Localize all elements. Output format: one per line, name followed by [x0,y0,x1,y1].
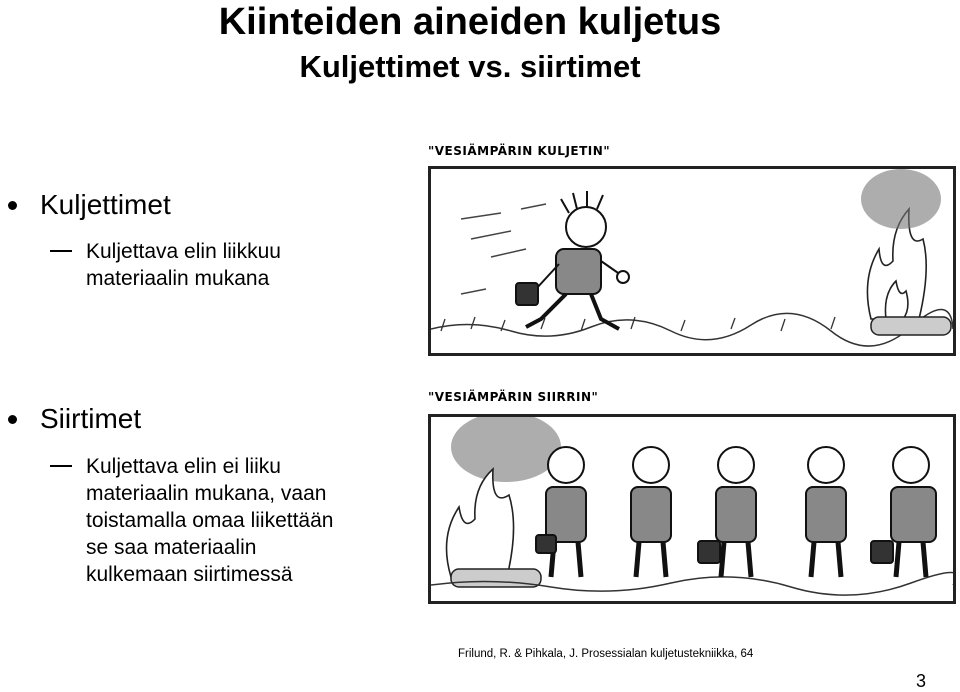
sub-line: toistamalla omaa liikettään [86,509,334,532]
bullet-dot [8,415,17,424]
illustration-caption-conveyor: "VESIÄMPÄRIN KULJETIN" [428,144,611,158]
slide-title: Kiinteiden aineiden kuljetus [218,1,722,43]
bullet-heading: Siirtimet [40,403,142,434]
sub-line: kulkemaan siirtimessä [86,563,293,586]
sub-bullet-dash [50,250,72,252]
running-person-illustration [431,169,953,353]
slide-number: 3 [916,671,927,691]
sub-line: materiaalin mukana, vaan [86,482,327,505]
illustration-caption-transfer: "VESIÄMPÄRIN SIIRRIN" [428,390,599,404]
slide-subtitle: Kuljettimet vs. siirtimet [299,49,641,84]
illustration-transfer [428,414,956,604]
illustration-conveyor [428,166,956,356]
sub-line: se saa materiaalin [86,536,257,559]
citation: Frilund, R. & Pihkala, J. Prosessialan kuljetustekniikka, 64 [458,648,754,660]
bucket-line-illustration [431,417,953,601]
sub-bullet-dash [50,465,72,467]
bullet-heading: Kuljettimet [40,189,171,220]
sub-line: Kuljettava elin liikkuu [86,240,281,263]
sub-line: materiaalin mukana [86,267,270,290]
bullet-dot [8,201,17,210]
sub-line: Kuljettava elin ei liiku [86,455,281,478]
